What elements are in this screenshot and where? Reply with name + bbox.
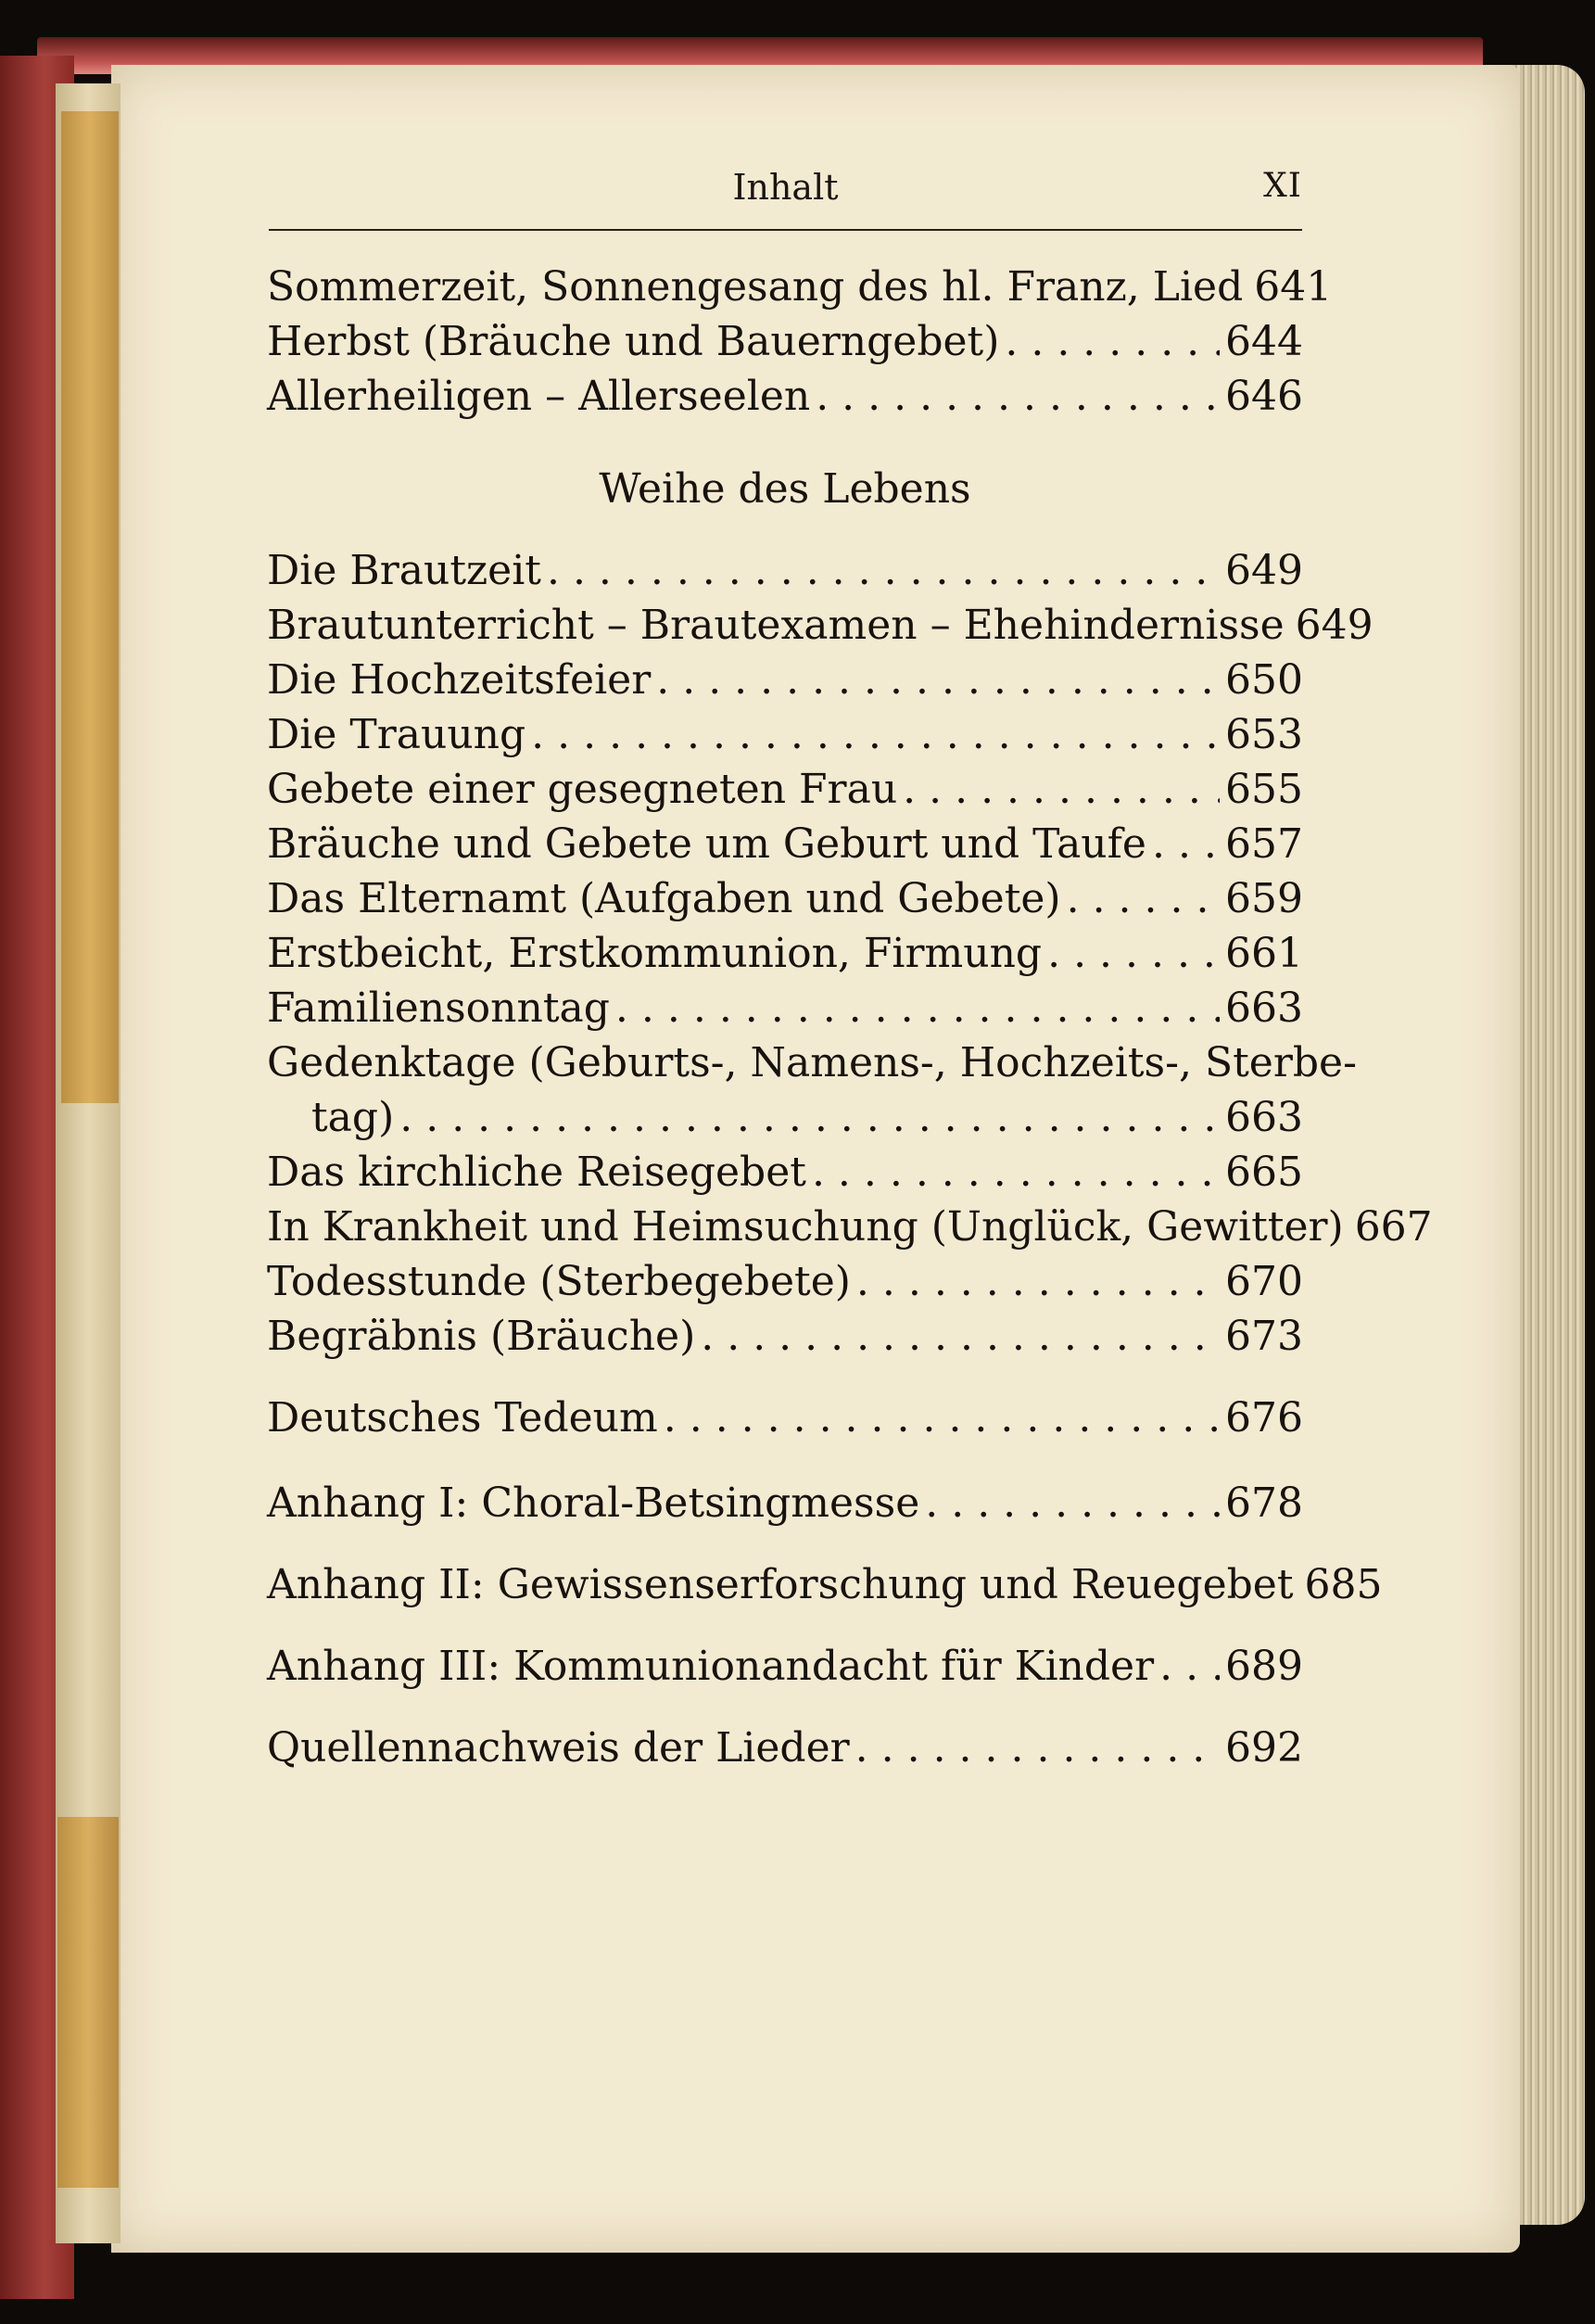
page-header [269, 167, 1302, 222]
toc-entry [267, 657, 1303, 704]
toc-entry-page: 655 [1225, 766, 1303, 813]
leader-dots [1152, 821, 1220, 868]
toc-entry-continuation [267, 1095, 1303, 1141]
toc-entry-title: Erstbeicht, Erstkommunion, Firmung [267, 930, 1043, 977]
toc-entry [267, 1149, 1303, 1196]
toc-entry-title-line1: Gedenktage (Geburts-, Namens-, Hochzeits-, Sterbe- [267, 1039, 1357, 1086]
toc-entry [267, 1259, 1303, 1305]
toc-entry-title: Bräuche und Gebete um Geburt und Taufe [267, 820, 1146, 868]
leader-dots [701, 1314, 1220, 1360]
running-title: Inhalt [732, 167, 839, 208]
leader-dots [656, 657, 1220, 704]
toc-entry-title: Das kirchliche Reisegebet [267, 1149, 806, 1196]
tape-strip-lower [57, 1817, 119, 2188]
leader-dots [856, 1259, 1220, 1305]
toc-entry-page: 685 [1304, 1561, 1383, 1608]
toc-entry [267, 821, 1303, 868]
toc-entry [267, 1644, 1303, 1690]
toc-entry [267, 1725, 1303, 1772]
toc-entry-title: Sommerzeit, Sonnengesang des hl. Franz, Lied [267, 263, 1244, 311]
toc-entry [267, 1561, 1383, 1608]
tape-strip-upper [61, 111, 119, 1103]
toc-entry-title: Familiensonntag [267, 984, 610, 1032]
toc-entry-page: 665 [1225, 1149, 1303, 1196]
toc-entry-title: Gebete einer gesegneten Frau [267, 766, 898, 813]
toc-entry [267, 548, 1303, 594]
leader-dots [531, 712, 1220, 758]
leader-dots [812, 1149, 1220, 1196]
toc-entry [267, 1314, 1303, 1360]
toc-entry-page: 676 [1225, 1394, 1303, 1441]
toc-entry-title: Brautunterricht – Brautexamen – Ehehindernisse [267, 602, 1285, 649]
toc-entry-title: Deutsches Tedeum [267, 1394, 658, 1441]
leader-dots [925, 1480, 1220, 1527]
leader-dots [664, 1395, 1220, 1441]
toc-entry-title: Herbst (Bräuche und Bauerngebet) [267, 318, 1000, 365]
table-of-contents [267, 263, 1433, 1772]
toc-entry [267, 985, 1303, 1032]
page-number: XI [1263, 167, 1302, 205]
toc-entry-page: 649 [1225, 547, 1303, 594]
toc-entry-title: Die Trauung [267, 711, 526, 758]
toc-entry [267, 1480, 1303, 1527]
toc-entry [267, 712, 1303, 758]
toc-entry-page: 692 [1225, 1724, 1303, 1772]
toc-entry-title: Die Brautzeit [267, 547, 541, 594]
toc-entry [267, 1395, 1303, 1441]
toc-entry-title: Die Hochzeitsfeier [267, 656, 652, 704]
toc-entry-page: 659 [1225, 875, 1303, 922]
toc-entry [267, 931, 1303, 977]
leader-dots [1159, 1644, 1220, 1690]
toc-entry-page: 689 [1225, 1643, 1303, 1690]
toc-entry [267, 374, 1303, 420]
toc-entry-page: 641 [1254, 263, 1333, 311]
toc-entry-page: 670 [1225, 1258, 1303, 1305]
section-heading: Weihe des Lebens [599, 465, 971, 513]
leader-dots [1067, 876, 1220, 922]
leader-dots [1005, 319, 1220, 365]
toc-entry-page: 673 [1225, 1313, 1303, 1360]
toc-entry-title: Anhang I: Choral-Betsingmesse [267, 1479, 920, 1527]
toc-entry-title: Anhang III: Kommunionandacht für Kinder [267, 1643, 1155, 1690]
toc-entry-page: 646 [1225, 373, 1303, 420]
toc-entry-page: 663 [1225, 1094, 1303, 1141]
toc-entry-title-line2: tag) [311, 1094, 395, 1141]
leader-dots [855, 1725, 1220, 1772]
toc-entry [267, 767, 1303, 813]
toc-entry-multiline [267, 1039, 1357, 1086]
toc-entry [267, 876, 1303, 922]
toc-entry-page: 650 [1225, 656, 1303, 704]
toc-entry-page: 663 [1225, 984, 1303, 1032]
toc-entry [267, 319, 1303, 365]
toc-entry [267, 602, 1373, 649]
toc-entry-page: 661 [1225, 930, 1303, 977]
leader-dots [615, 985, 1220, 1032]
leader-dots [1047, 931, 1220, 977]
toc-entry-title: Allerheiligen – Allerseelen [267, 373, 811, 420]
toc-entry [267, 263, 1333, 311]
toc-entry-page: 653 [1225, 711, 1303, 758]
toc-entry-page: 644 [1225, 318, 1303, 365]
toc-entry-page: 657 [1225, 820, 1303, 868]
toc-entry-title: Anhang II: Gewissenserforschung und Reuegebet [267, 1561, 1294, 1608]
toc-entry-title: Todesstunde (Sterbegebete) [267, 1258, 851, 1305]
toc-entry-title: Begräbnis (Bräuche) [267, 1313, 696, 1360]
leader-dots [547, 548, 1220, 594]
leader-dots [399, 1095, 1220, 1141]
toc-entry-title: Das Elternamt (Aufgaben und Gebete) [267, 875, 1061, 922]
toc-entry-page: 678 [1225, 1479, 1303, 1527]
leader-dots [903, 767, 1220, 813]
toc-entry-page: 667 [1354, 1203, 1433, 1251]
leader-dots [816, 374, 1220, 420]
toc-entry-title: Quellennachweis der Lieder [267, 1724, 850, 1772]
toc-entry [267, 1203, 1433, 1251]
toc-entry-page: 649 [1295, 602, 1373, 649]
toc-entry-title: In Krankheit und Heimsuchung (Unglück, Gewitter) [267, 1203, 1344, 1251]
header-rule [269, 229, 1302, 231]
